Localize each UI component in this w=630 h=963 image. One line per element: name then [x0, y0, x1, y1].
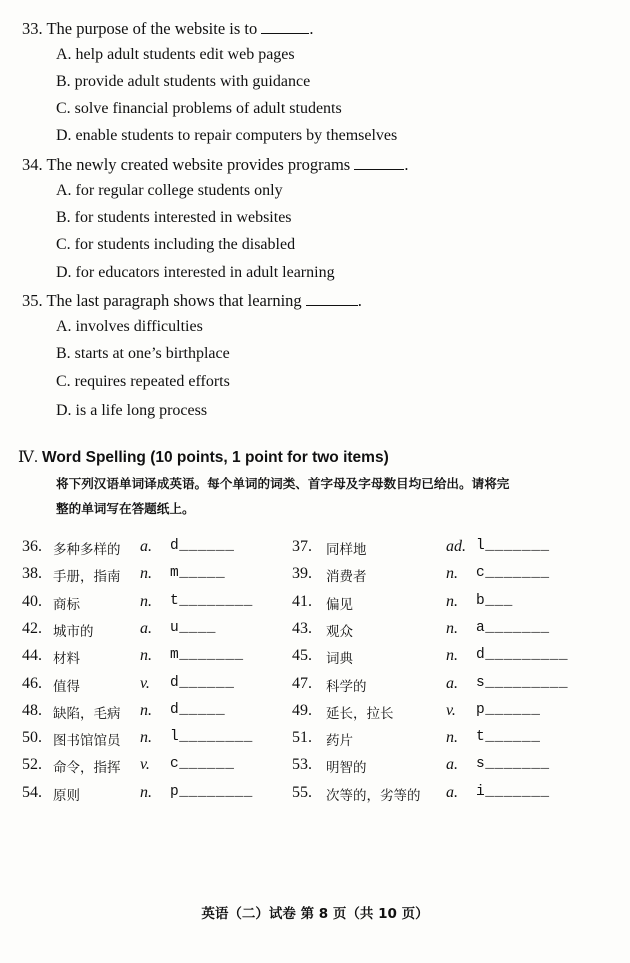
- chinese-word: 原则: [53, 788, 80, 804]
- answer-blank: [261, 19, 309, 34]
- part-of-speech: n.: [446, 593, 458, 610]
- option-34-a: A. for regular college students only: [56, 182, 283, 199]
- question-tail: .: [309, 19, 314, 38]
- chinese-word: 同样地: [326, 542, 367, 558]
- answer-hint: t________: [170, 593, 253, 609]
- part-of-speech: n.: [140, 729, 152, 746]
- item-number: 55.: [292, 784, 312, 801]
- answer-hint: s_________: [476, 675, 569, 691]
- part-of-speech: a.: [446, 784, 458, 801]
- spelling-row: [0, 729, 630, 753]
- chinese-word: 词典: [326, 651, 353, 667]
- item-number: 53.: [292, 756, 312, 773]
- item-number: 50.: [22, 729, 42, 746]
- chinese-word: 药片: [326, 733, 353, 749]
- spelling-row: [0, 647, 630, 671]
- option-34-c: C. for students including the disabled: [56, 236, 296, 253]
- question-stem: The purpose of the website is to: [46, 19, 258, 38]
- answer-blank: [306, 291, 358, 306]
- chinese-word: 材料: [53, 651, 80, 667]
- item-number: 47.: [292, 675, 312, 692]
- option-34-d: D. for educators interested in adult learning: [56, 264, 335, 281]
- answer-hint: d_____: [170, 702, 226, 718]
- answer-hint: m_______: [170, 647, 244, 663]
- answer-hint: u____: [170, 620, 217, 636]
- chinese-word: 明智的: [326, 760, 367, 776]
- answer-hint: l_______: [476, 538, 550, 554]
- item-number: 42.: [22, 620, 42, 637]
- item-number: 48.: [22, 702, 42, 719]
- part-of-speech: n.: [446, 565, 458, 582]
- part-of-speech: n.: [140, 647, 152, 664]
- answer-hint: p______: [476, 702, 541, 718]
- question-34: [22, 155, 408, 175]
- answer-hint: p________: [170, 784, 253, 800]
- part-of-speech: v.: [140, 756, 150, 773]
- spelling-row: [0, 565, 630, 589]
- chinese-word: 城市的: [53, 624, 94, 640]
- answer-hint: i_______: [476, 784, 550, 800]
- chinese-word: 值得: [53, 679, 80, 695]
- question-number: 33.: [22, 19, 43, 38]
- spelling-row: [0, 756, 630, 780]
- answer-hint: b___: [476, 593, 513, 609]
- question-number: 35.: [22, 291, 43, 310]
- part-of-speech: n.: [446, 729, 458, 746]
- spelling-row: [0, 593, 630, 617]
- chinese-word: 偏见: [326, 597, 353, 613]
- option-33-b: B. provide adult students with guidance: [56, 73, 311, 90]
- option-34-b: B. for students interested in websites: [56, 209, 292, 226]
- section-numeral: Ⅳ.: [18, 449, 38, 466]
- question-tail: .: [404, 155, 409, 174]
- chinese-word: 延长，拉长: [326, 706, 394, 722]
- answer-hint: a_______: [476, 620, 550, 636]
- answer-hint: c_______: [476, 565, 550, 581]
- option-33-c: C. solve financial problems of adult students: [56, 100, 342, 117]
- item-number: 43.: [292, 620, 312, 637]
- item-number: 41.: [292, 593, 312, 610]
- question-tail: .: [357, 291, 362, 310]
- item-number: 37.: [292, 538, 312, 555]
- spelling-row: [0, 784, 630, 808]
- item-number: 44.: [22, 647, 42, 664]
- part-of-speech: a.: [446, 675, 458, 692]
- answer-hint: d_________: [476, 647, 569, 663]
- section-instruction-line-1: 将下列汉语单词译成英语。每个单词的词类、首字母及字母数目均已给出。请将完: [56, 476, 510, 491]
- answer-hint: t______: [476, 729, 541, 745]
- item-number: 40.: [22, 593, 42, 610]
- option-35-b: B. starts at one’s birthplace: [56, 345, 230, 362]
- answer-hint: l________: [170, 729, 253, 745]
- item-number: 52.: [22, 756, 42, 773]
- chinese-word: 手册，指南: [53, 569, 121, 585]
- part-of-speech: n.: [446, 620, 458, 637]
- chinese-word: 观众: [326, 624, 353, 640]
- part-of-speech: n.: [446, 647, 458, 664]
- item-number: 51.: [292, 729, 312, 746]
- option-35-a: A. involves difficulties: [56, 318, 203, 335]
- question-number: 34.: [22, 155, 43, 174]
- chinese-word: 消费者: [326, 569, 367, 585]
- part-of-speech: n.: [140, 565, 152, 582]
- chinese-word: 商标: [53, 597, 80, 613]
- option-35-c: C. requires repeated efforts: [56, 373, 230, 390]
- item-number: 36.: [22, 538, 42, 555]
- part-of-speech: v.: [446, 702, 456, 719]
- section-heading: [18, 447, 389, 467]
- answer-blank: [354, 155, 404, 170]
- part-of-speech: n.: [140, 702, 152, 719]
- answer-hint: s_______: [476, 756, 550, 772]
- item-number: 38.: [22, 565, 42, 582]
- chinese-word: 多种多样的: [53, 542, 121, 558]
- answer-hint: d______: [170, 675, 235, 691]
- question-35: [22, 291, 362, 311]
- item-number: 54.: [22, 784, 42, 801]
- answer-hint: c______: [170, 756, 235, 772]
- item-number: 49.: [292, 702, 312, 719]
- spelling-row: [0, 620, 630, 644]
- spelling-row: [0, 702, 630, 726]
- item-number: 46.: [22, 675, 42, 692]
- part-of-speech: a.: [140, 538, 152, 555]
- chinese-word: 次等的，劣等的: [326, 788, 421, 804]
- section-title: Word Spelling (10 points, 1 point for two items): [41, 449, 389, 466]
- section-instruction-line-2: 整的单词写在答题纸上。: [56, 501, 195, 516]
- chinese-word: 命令，指挥: [53, 760, 121, 776]
- part-of-speech: ad.: [446, 538, 466, 555]
- answer-hint: d______: [170, 538, 235, 554]
- chinese-word: 科学的: [326, 679, 367, 695]
- part-of-speech: n.: [140, 593, 152, 610]
- item-number: 39.: [292, 565, 312, 582]
- item-number: 45.: [292, 647, 312, 664]
- chinese-word: 缺陷，毛病: [53, 706, 121, 722]
- option-33-a: A. help adult students edit web pages: [56, 46, 295, 63]
- question-stem: The newly created website provides programs: [46, 155, 351, 174]
- part-of-speech: a.: [140, 620, 152, 637]
- page-footer: 英语（二）试卷 第 8 页（共 10 页）: [201, 906, 429, 922]
- question-stem: The last paragraph shows that learning: [46, 291, 302, 310]
- part-of-speech: a.: [446, 756, 458, 773]
- question-33: [22, 19, 314, 39]
- part-of-speech: v.: [140, 675, 150, 692]
- part-of-speech: n.: [140, 784, 152, 801]
- spelling-row: [0, 538, 630, 562]
- option-35-d: D. is a life long process: [56, 402, 208, 419]
- chinese-word: 图书馆馆员: [53, 733, 121, 749]
- spelling-row: [0, 675, 630, 699]
- option-33-d: D. enable students to repair computers by themselves: [56, 127, 398, 144]
- answer-hint: m_____: [170, 565, 226, 581]
